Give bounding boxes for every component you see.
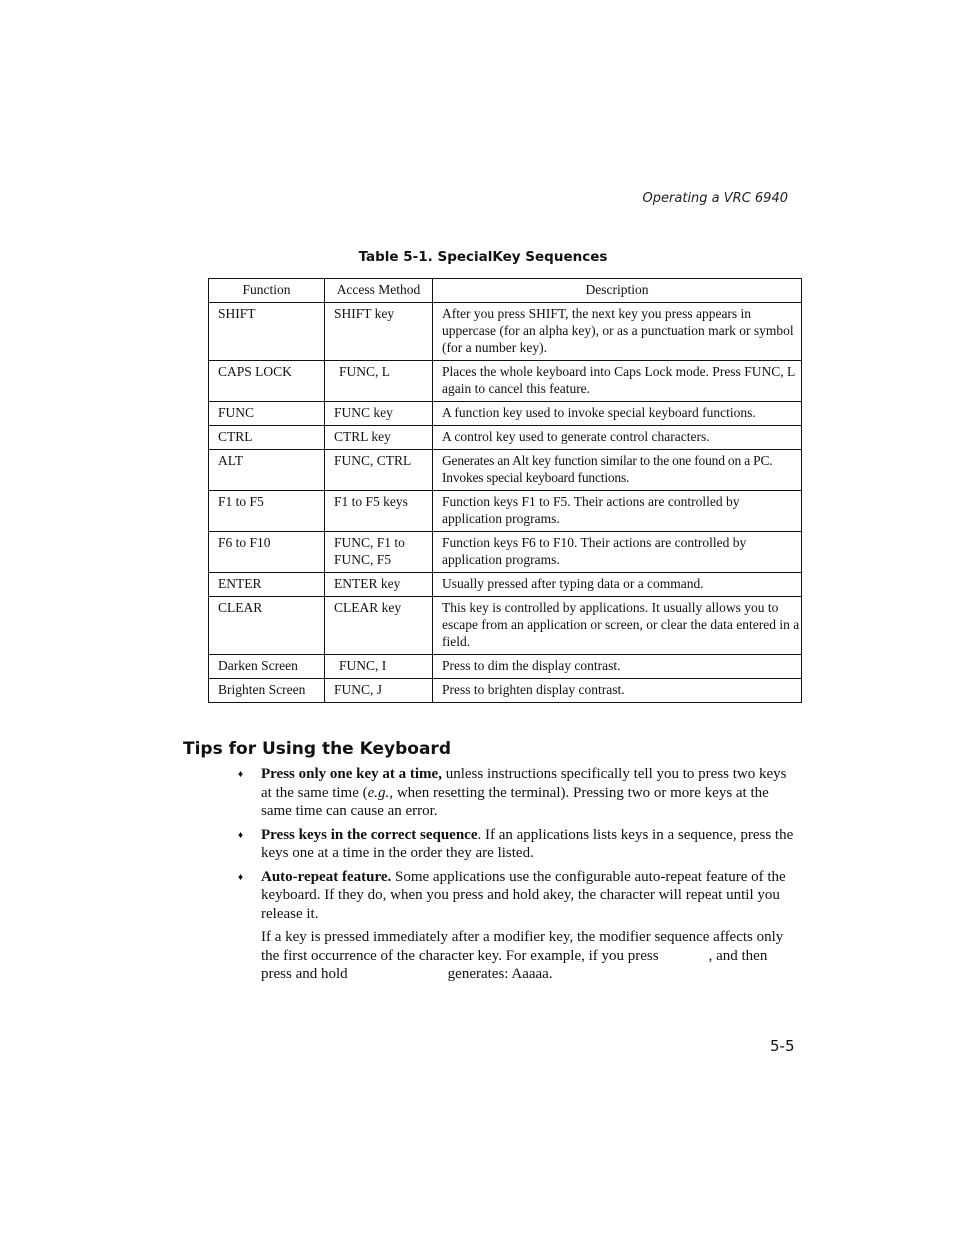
running-header: Operating a VRC 6940 — [642, 191, 788, 206]
tips-list — [238, 765, 801, 989]
tip-text: unless instructions specifically tell you to press two keys at the same time ( — [261, 766, 787, 801]
cell-function: Darken Screen — [209, 655, 325, 679]
table-caption: Table 5-1. SpecialKey Sequences — [358, 249, 608, 265]
cell-description: Places the whole keyboard into Caps Lock mode. Press FUNC, L again to cancel this feature. — [433, 361, 802, 402]
cell-function: Brighten Screen — [209, 679, 325, 703]
cell-access-method: SHIFT key — [325, 303, 433, 361]
special-key-table — [208, 278, 802, 703]
cell-description: A function key used to invoke special keyboard functions. — [433, 402, 802, 426]
tip-italic: e.g. — [367, 784, 390, 801]
table-row — [209, 655, 802, 679]
cell-function: F6 to F10 — [209, 532, 325, 573]
page-number: 5-5 — [770, 1037, 795, 1055]
cell-access-method: CLEAR key — [325, 597, 433, 655]
cell-access-method: FUNC key — [325, 402, 433, 426]
table-header-row — [209, 279, 802, 303]
column-header-access-method: Access Method — [325, 279, 433, 303]
column-header-description: Description — [433, 279, 802, 303]
cell-access-method: FUNC, CTRL — [325, 450, 433, 491]
cell-description: Press to dim the display contrast. — [433, 655, 802, 679]
tip-text: Some applications use the configurable auto-repeat feature of the keyboard. If they do, when you press and hold akey, the character will repeat until you release it. — [261, 868, 786, 922]
cell-function: ALT — [209, 450, 325, 491]
tip-lead: Press only one key at a time, — [261, 766, 442, 782]
table-row — [209, 597, 802, 655]
cell-function: FUNC — [209, 402, 325, 426]
cell-description: This key is controlled by applications. It usually allows you to escape from an application or screen, or clear the data entered in a field. — [433, 597, 802, 655]
cell-description: Function keys F6 to F10. Their actions are controlled by application programs. — [433, 532, 802, 573]
table-row — [209, 402, 802, 426]
followup-paragraph — [261, 928, 801, 984]
followup-text: , — [708, 947, 713, 964]
table-row — [209, 303, 802, 361]
cell-function: ENTER — [209, 573, 325, 597]
cell-description: Usually pressed after typing data or a command. — [433, 573, 802, 597]
cell-function: F1 to F5 — [209, 491, 325, 532]
cell-function: SHIFT — [209, 303, 325, 361]
cell-function: CLEAR — [209, 597, 325, 655]
table-row — [209, 426, 802, 450]
table-row — [209, 573, 802, 597]
cell-access-method: F1 to F5 keys — [325, 491, 433, 532]
list-item — [238, 765, 801, 821]
cell-description: After you press SHIFT, the next key you press appears in uppercase (for an alpha key), or as a punctuation mark or symbol (for a number key). — [433, 303, 802, 361]
cell-access-method: FUNC, L — [325, 361, 433, 402]
cell-description: Generates an Alt key function similar to the one found on a PC. Invokes special keyboard functions. — [433, 450, 802, 491]
table-row — [209, 450, 802, 491]
diamond-bullet-icon: ♦ — [238, 829, 244, 841]
followup-text: If a key is pressed immediately after a modifier key, the modifier sequence affects only the first occurrence of the character key. For example, if you press — [261, 929, 784, 964]
cell-description: Press to brighten display contrast. — [433, 679, 802, 703]
table-row — [209, 679, 802, 703]
tip-text: . If an applications lists keys in a sequence, press the keys one at a time in the order they are listed. — [261, 826, 794, 861]
table-row — [209, 361, 802, 402]
list-item — [238, 868, 801, 984]
section-heading: Tips for Using the Keyboard — [183, 739, 451, 759]
list-item — [238, 826, 801, 863]
cell-access-method: CTRL key — [325, 426, 433, 450]
cell-access-method: FUNC, J — [325, 679, 433, 703]
cell-description: Function keys F1 to F5. Their actions are controlled by application programs. — [433, 491, 802, 532]
column-header-function: Function — [209, 279, 325, 303]
cell-function: CTRL — [209, 426, 325, 450]
table-row — [209, 491, 802, 532]
followup-text: generates: Aaaaa. — [447, 966, 553, 982]
cell-description: A control key used to generate control characters. — [433, 426, 802, 450]
cell-access-method: ENTER key — [325, 573, 433, 597]
cell-function: CAPS LOCK — [209, 361, 325, 402]
tip-text: , when resetting the terminal). Pressing two or more keys at the same time can cause an error. — [261, 784, 769, 819]
tip-lead: Press keys in the correct sequence — [261, 826, 478, 843]
diamond-bullet-icon: ♦ — [238, 769, 244, 780]
cell-access-method: FUNC, F1 to FUNC, F5 — [325, 532, 433, 573]
table-row — [209, 532, 802, 573]
tip-lead: Auto-repeat feature. — [261, 868, 392, 885]
followup-text: and then press and hold — [261, 947, 768, 982]
cell-access-method: FUNC, I — [325, 655, 433, 679]
diamond-bullet-icon: ♦ — [238, 871, 244, 883]
